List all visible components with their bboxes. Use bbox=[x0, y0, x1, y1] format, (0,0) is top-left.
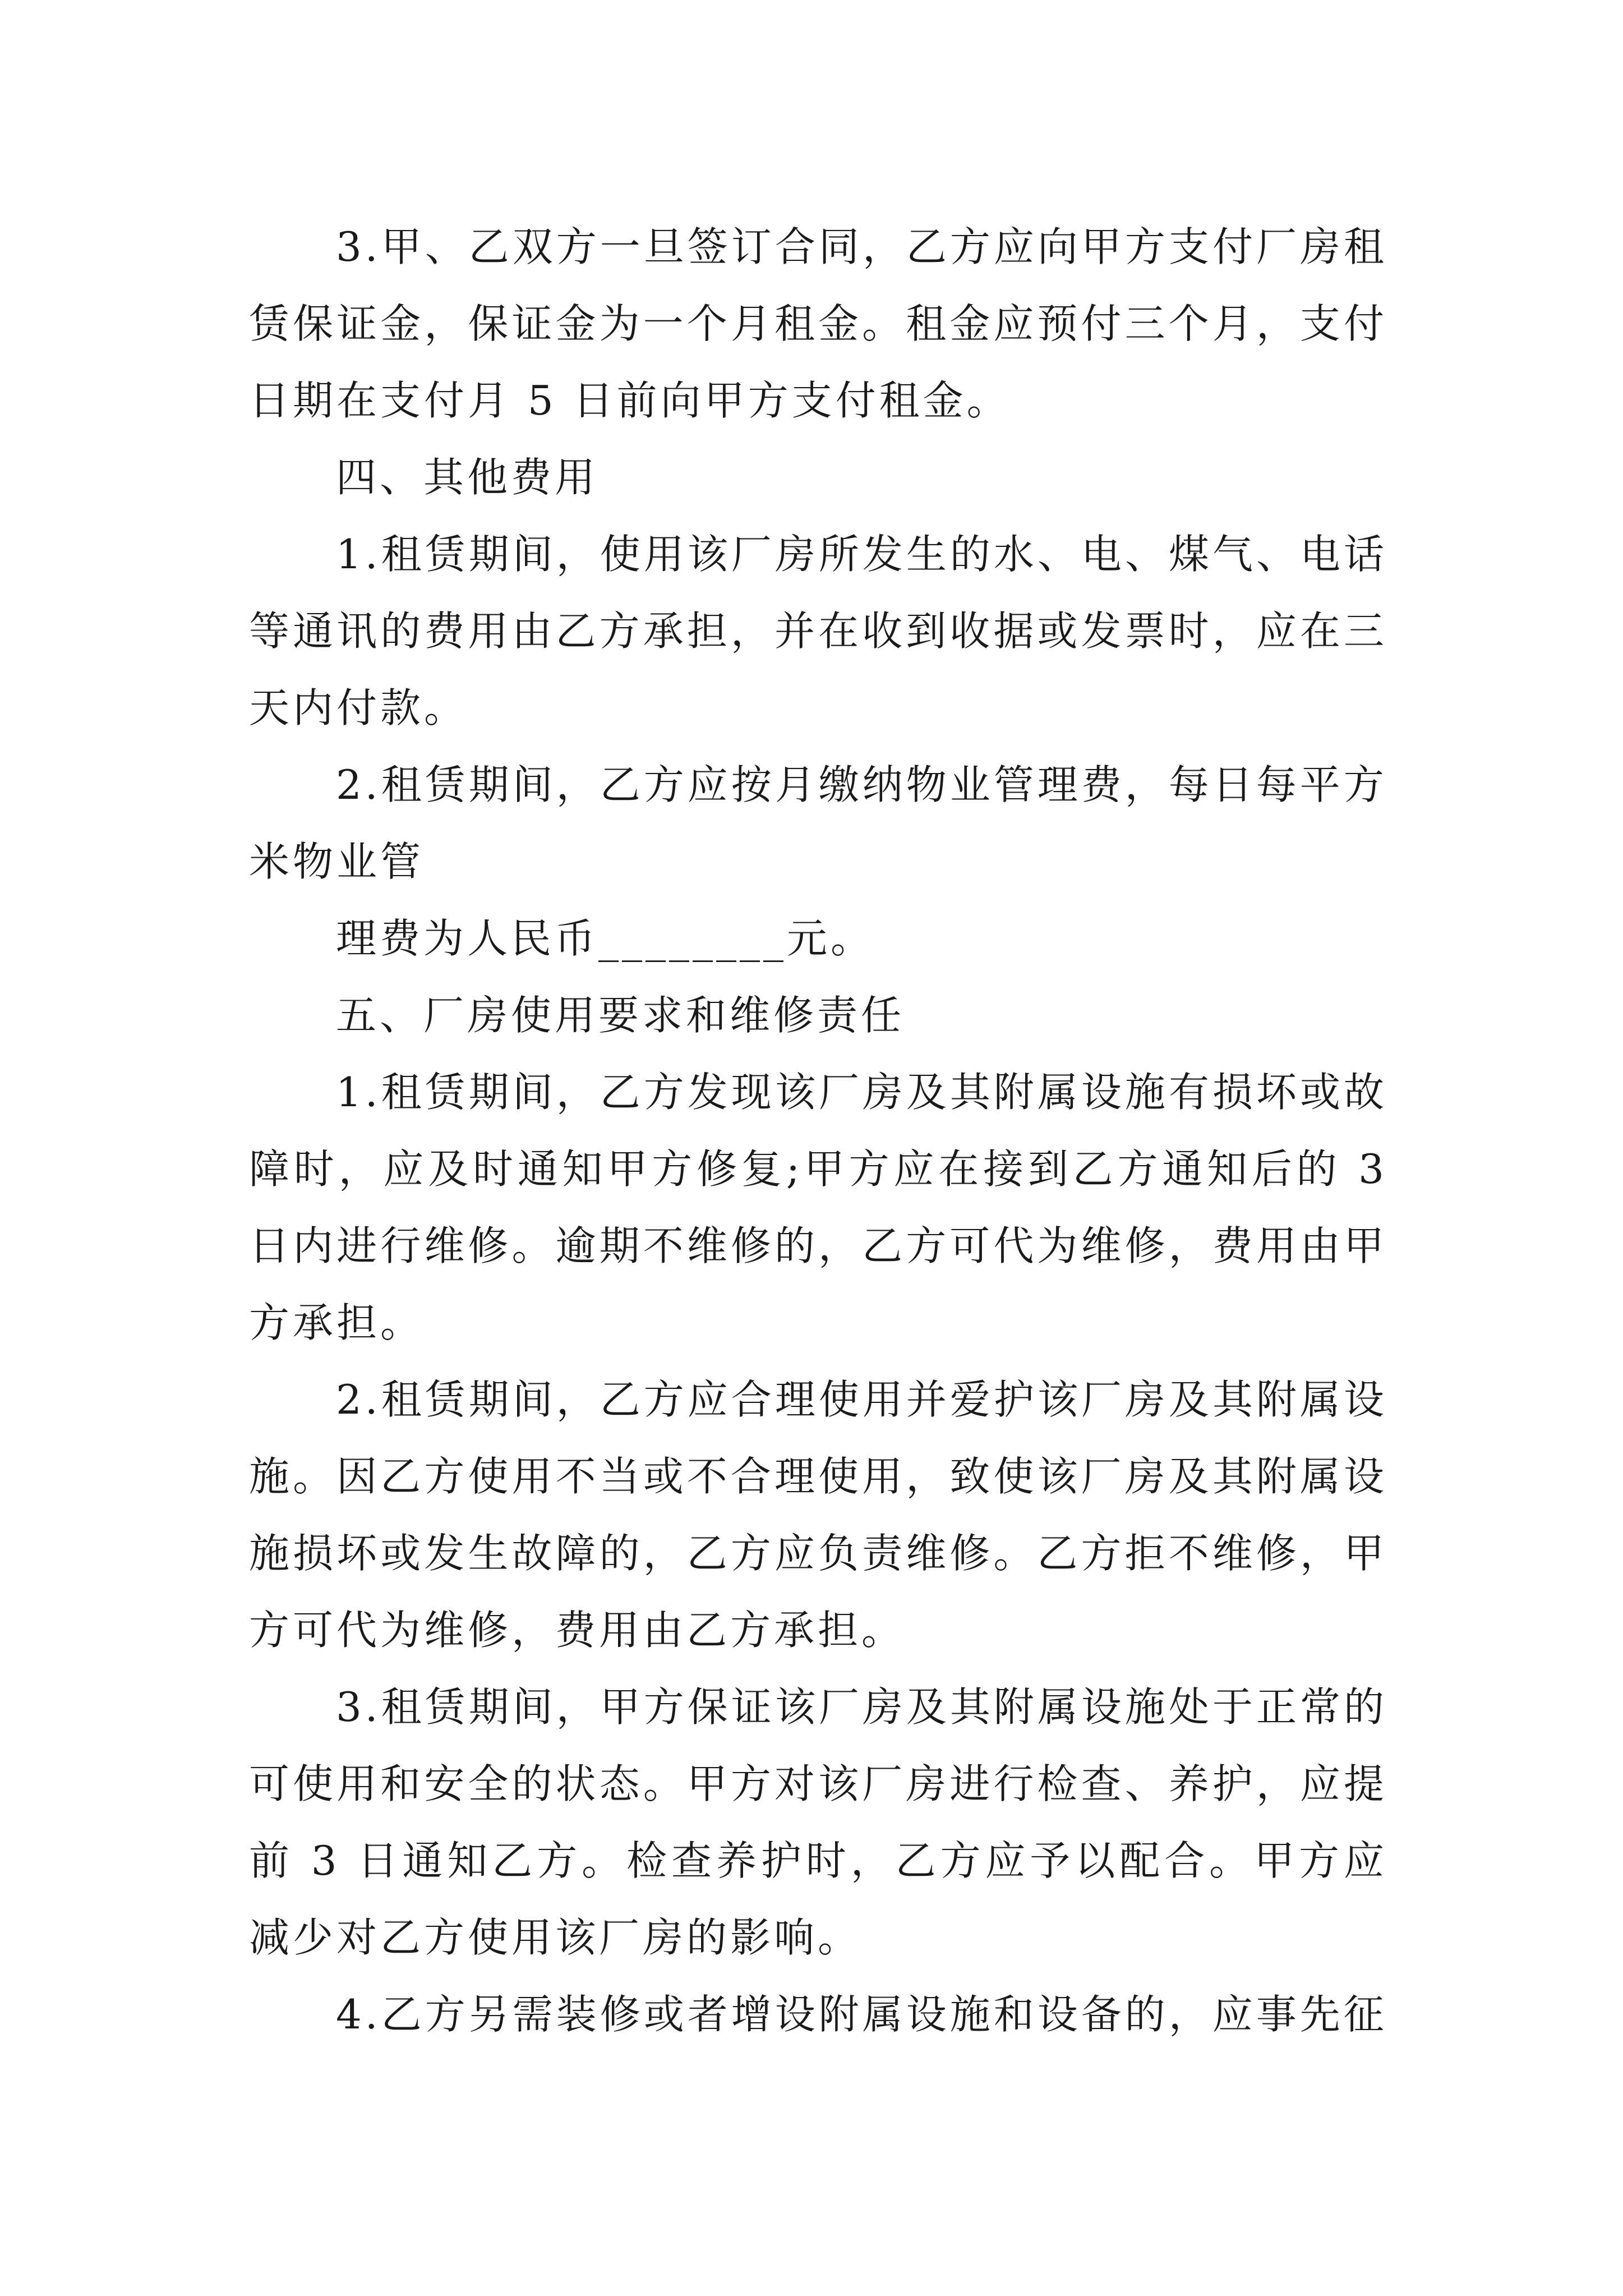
clause-1-repair-notice: 1.租赁期间，乙方发现该厂房及其附属设施有损坏或故障时，应及时通知甲方修复;甲方应在接到乙方通知后的 3 日内进行维修。逾期不维修的，乙方可代为维修，费用由甲方承担。 bbox=[249, 1069, 1387, 1346]
section-heading-other-fees: 四、其他费用 bbox=[336, 454, 599, 501]
document-body bbox=[249, 209, 1387, 2053]
clause-1-utilities: 1.租赁期间，使用该厂房所发生的水、电、煤气、电话等通讯的费用由乙方承担，并在收到收据或发票时，应在三天内付款。 bbox=[249, 531, 1387, 731]
clause-2-property-fee-amount: 理费为人民币________元。 bbox=[336, 915, 875, 962]
clause-3-safety-inspection: 3.租赁期间，甲方保证该厂房及其附属设施处于正常的可使用和安全的状态。甲方对该厂房进行检查、养护，应提前 3 日通知乙方。检查养护时，乙方应予以配合。甲方应减少对乙方使用该厂房的影响。 bbox=[249, 1683, 1387, 1961]
clause-2-property-fee: 2.租赁期间，乙方应按月缴纳物业管理费，每日每平方米物业管 bbox=[249, 761, 1387, 885]
section-heading-usage-maintenance: 五、厂房使用要求和维修责任 bbox=[336, 992, 905, 1039]
clause-4-renovation: 4.乙方另需装修或者增设附属设施和设备的，应事先征 bbox=[336, 1991, 1387, 2038]
clause-3-deposit: 3.甲、乙双方一旦签订合同，乙方应向甲方支付厂房租赁保证金，保证金为一个月租金。租金应预付三个月，支付日期在支付月 5 日前向甲方支付租金。 bbox=[249, 223, 1387, 424]
clause-2-proper-use: 2.租赁期间，乙方应合理使用并爱护该厂房及其附属设施。因乙方使用不当或不合理使用，致使该厂房及其附属设施损坏或发生故障的，乙方应负责维修。乙方拒不维修，甲方可代为维修，费用由乙方承担。 bbox=[249, 1376, 1387, 1654]
